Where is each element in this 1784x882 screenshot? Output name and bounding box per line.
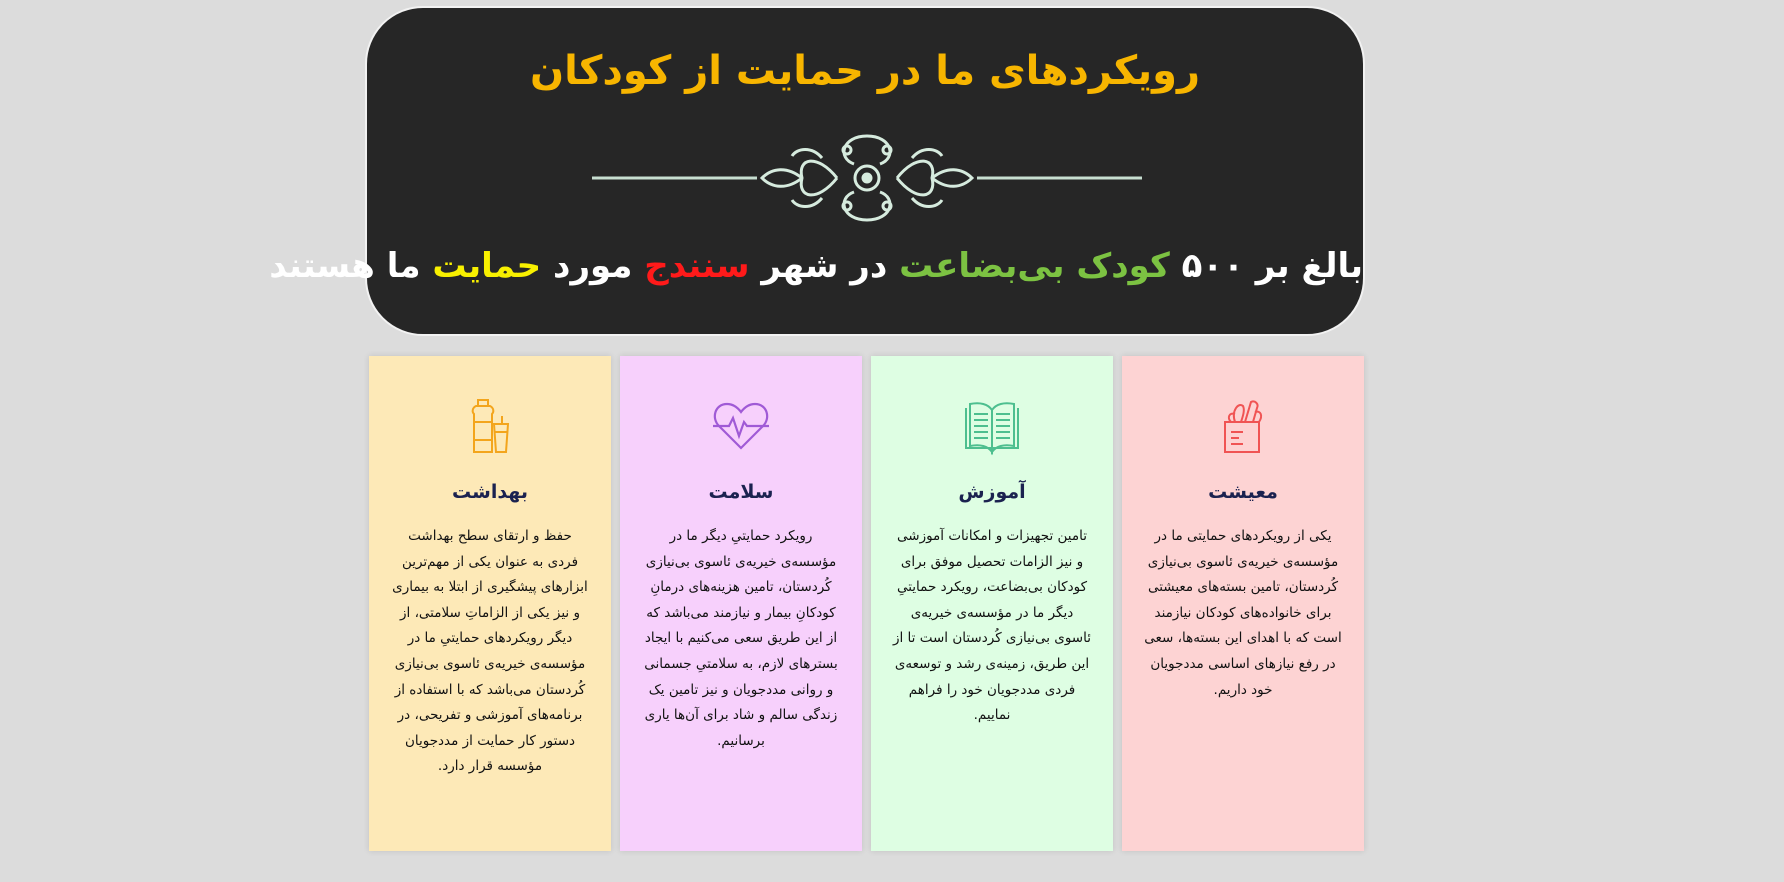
hero-subtitle <box>269 246 1363 286</box>
hygiene-bottle-icon <box>460 396 520 456</box>
subtitle-part: مورد <box>541 246 645 286</box>
card-title: سلامت <box>708 481 774 503</box>
hero-title: رویکردهای ما در حمایت از کودکان <box>529 48 1201 94</box>
card-description: یکی از رویکردهای حمایتی ما در مؤسسه‌ی خیریه‌ی ئاسوی بی‌نیازی کُردستان، تامین بسته‌های معیشتی برای خانواده‌های کودکان نیازمند است که با اهدای این بسته‌ها، سعی در رفع نیازهای اساسی مددجویان خود داریم. <box>1144 528 1342 698</box>
card-health <box>620 356 862 851</box>
card-description: رویکرد حمایتیِ دیگر ما در مؤسسه‌ی خیریه‌ی ئاسوی بی‌نیازی کُردستان، تامین هزینه‌های درمانِ کودکانِ بیمار و نیازمند می‌باشد که از این طریق سعی می‌کنیم با ایجاد بسترهای لازم، به سلامتیِ جسمانی و روانی مددجویان و نیز تامین یک زندگی سالم و شاد برای آن‌ها یاری برسانیم. <box>644 528 838 749</box>
card-description: تامین تجهیزات و امکانات آموزشی و نیز الزامات تحصیل موفق برای کودکان بی‌بضاعت، رویکرد حمایتیِ دیگر ما در مؤسسه‌ی خیریه‌ی ئاسوی بی‌نیازی کُردستان است تا از این طریق، زمینه‌ی رشد و توسعه‌ی فردی مددجویان خود را فراهم نماییم. <box>893 528 1091 724</box>
card-title: آموزش <box>958 481 1026 503</box>
subtitle-part: بالغ بر ۵۰۰ <box>1169 246 1363 286</box>
subtitle-highlight-children: کودک بی‌بضاعت <box>899 246 1170 286</box>
subtitle-part: در شهر <box>749 246 900 286</box>
groceries-bag-icon <box>1213 396 1273 456</box>
card-education <box>871 356 1113 851</box>
subtitle-highlight-city: سنندج <box>644 246 750 286</box>
heart-pulse-icon <box>711 396 771 456</box>
card-livelihood <box>1122 356 1364 851</box>
approach-cards <box>369 356 1364 851</box>
hero-banner <box>269 6 1365 336</box>
card-description: حفظ و ارتقای سطح بهداشت فردی به عنوان یکی از مهم‌ترین ابزارهای پیشگیری از ابتلا به بیماری و نیز یکی از الزاماتِ سلامتی، از دیگر رویکردهای حمایتیِ ما در مؤسسه‌ی خیریه‌ی ئاسوی بی‌نیازی کُردستان می‌باشد که با استفاده از برنامه‌های آموزشی و تفریحی، در دستور کار حمایت از مددجویان مؤسسه قرار دارد. <box>392 528 588 775</box>
subtitle-highlight-support: حمایت <box>432 246 542 286</box>
ornament-divider-icon <box>592 128 1142 228</box>
subtitle-part: ما هستند <box>269 246 433 286</box>
card-title: بهداشت <box>452 481 528 503</box>
card-title: معیشت <box>1208 481 1278 503</box>
open-book-icon <box>962 396 1022 456</box>
card-hygiene <box>369 356 611 851</box>
